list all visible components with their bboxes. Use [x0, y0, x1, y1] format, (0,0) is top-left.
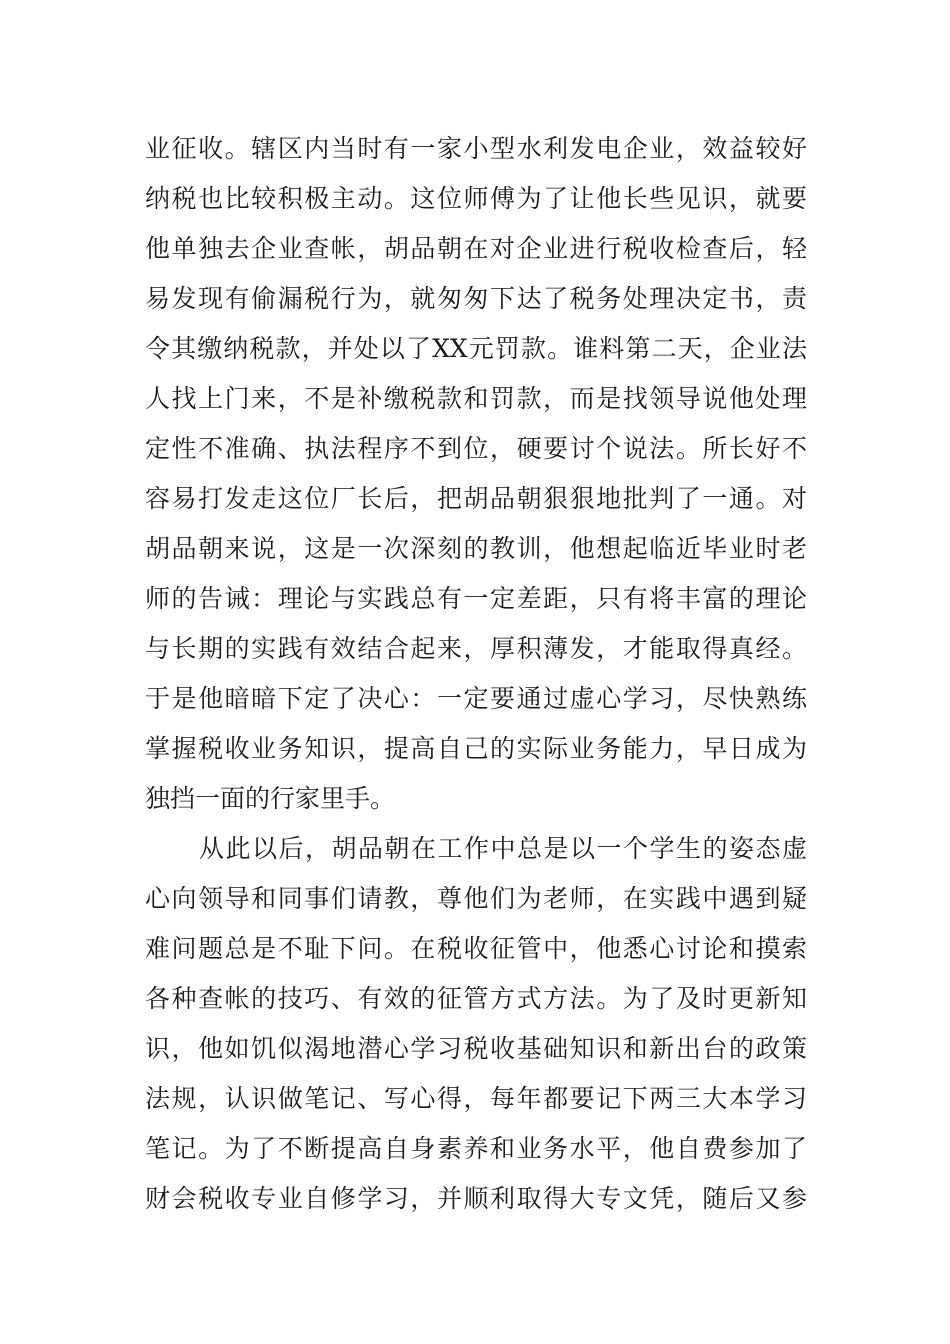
- body-text: [145, 124, 807, 1224]
- paragraph-1-line-8: 容易打发走这位厂长后，把胡品朝狠狠地批判了一通。对: [145, 484, 807, 513]
- paragraph-1-line-1: 业征收。辖区内当时有一家小型水利发电企业，效益较好: [145, 134, 807, 163]
- paragraph-2-line-3: 难问题总是不耻下问。在税收征管中，他悉心讨论和摸索: [145, 934, 807, 963]
- paragraph-2-line-1: 从此以后，胡品朝在工作中总是以一个学生的姿态虚: [199, 834, 807, 863]
- paragraph-1-line-11: 与长期的实践有效结合起来，厚积薄发，才能取得真经。: [145, 634, 807, 663]
- paragraph-1-line-7: 定性不准确、执法程序不到位，硬要讨个说法。所长好不: [145, 434, 807, 463]
- paragraph-1-line-10: 师的告诫：理论与实践总有一定差距，只有将丰富的理论: [145, 584, 807, 613]
- paragraph-1-line-5: 令其缴纳税款，并处以了XX元罚款。谁料第二天，企业法: [145, 334, 807, 363]
- paragraph-1-line-14: 独挡一面的行家里手。: [145, 784, 396, 813]
- paragraph-2-line-7: 笔记。为了不断提高自身素养和业务水平，他自费参加了: [145, 1134, 807, 1163]
- paragraph-2-line-4: 各种查帐的技巧、有效的征管方式方法。为了及时更新知: [145, 984, 807, 1013]
- paragraph-1-line-3: 他单独去企业查帐，胡品朝在对企业进行税收检查后，轻: [145, 234, 807, 263]
- paragraph-1-line-2: 纳税也比较积极主动。这位师傅为了让他长些见识，就要: [145, 184, 807, 213]
- paragraph-1-line-12: 于是他暗暗下定了决心：一定要通过虚心学习，尽快熟练: [145, 684, 807, 713]
- paragraph-1-line-13: 掌握税收业务知识，提高自己的实际业务能力，早日成为: [145, 734, 807, 763]
- paragraph-1-line-6: 人找上门来，不是补缴税款和罚款，而是找领导说他处理: [145, 384, 807, 413]
- paragraph-2-line-5: 识，他如饥似渴地潜心学习税收基础知识和新出台的政策: [145, 1034, 807, 1063]
- paragraph-1-line-9: 胡品朝来说，这是一次深刻的教训，他想起临近毕业时老: [145, 534, 807, 563]
- paragraph-2-line-8: 财会税收专业自修学习，并顺利取得大专文凭，随后又参: [145, 1184, 807, 1213]
- paragraph-2-line-2: 心向领导和同事们请教，尊他们为老师，在实践中遇到疑: [145, 884, 807, 913]
- paragraph-1-line-4: 易发现有偷漏税行为，就匆匆下达了税务处理决定书，责: [145, 284, 807, 313]
- paragraph-2-line-6: 法规，认识做笔记、写心得，每年都要记下两三大本学习: [145, 1084, 807, 1113]
